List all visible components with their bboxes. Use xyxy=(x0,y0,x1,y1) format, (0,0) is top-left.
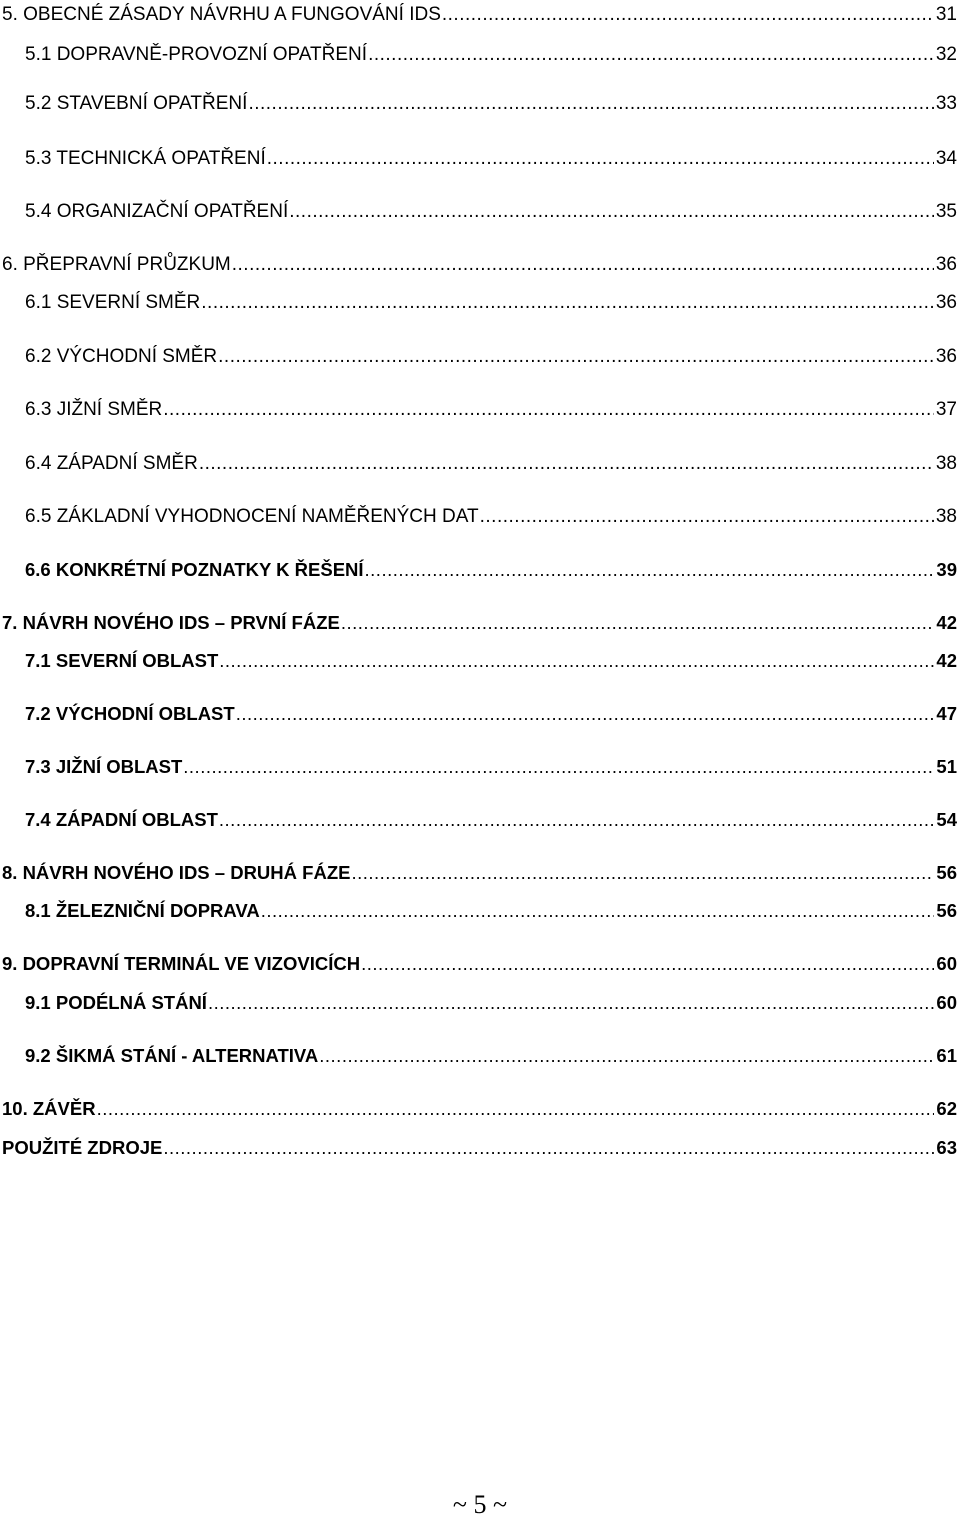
toc-entry-page: 60 xyxy=(936,992,957,1013)
toc-entry-title: 6.6 KONKRÉTNÍ POZNATKY K ŘEŠENÍ xyxy=(25,559,364,580)
toc-leader-dots xyxy=(218,344,934,370)
toc-entry-page: 63 xyxy=(936,1137,957,1158)
toc-leader-dots xyxy=(219,807,935,833)
toc-entry[interactable] xyxy=(0,42,957,68)
toc-leader-dots xyxy=(361,951,934,977)
toc-entry-title: 9. DOPRAVNÍ TERMINÁL VE VIZOVICÍCH xyxy=(2,953,361,974)
toc-entry-page: 61 xyxy=(936,1045,957,1066)
toc-entry[interactable] xyxy=(0,701,957,727)
toc-entry-title: POUŽITÉ ZDROJE xyxy=(2,1137,163,1158)
toc-entry-title: 5.2 STAVEBNÍ OPATŘENÍ xyxy=(25,93,248,114)
toc-entry[interactable] xyxy=(0,557,957,583)
toc-entry[interactable] xyxy=(0,860,957,886)
toc-leader-dots xyxy=(351,860,934,886)
toc-entry[interactable] xyxy=(0,1043,957,1069)
toc-entry-title: 9.2 ŠIKMÁ STÁNÍ - ALTERNATIVA xyxy=(25,1045,319,1066)
toc-entry-page: 36 xyxy=(935,346,957,367)
toc-leader-dots xyxy=(368,42,934,68)
toc-entry-page: 47 xyxy=(936,703,957,724)
toc-entry-page: 32 xyxy=(935,44,957,65)
toc-entry[interactable] xyxy=(0,504,957,530)
toc-leader-dots xyxy=(261,898,935,924)
toc-entry-title: 6. PŘEPRAVNÍ PRŮZKUM xyxy=(2,254,231,275)
toc-entry-page: 56 xyxy=(936,862,957,883)
toc-entry[interactable] xyxy=(0,199,957,225)
toc-entry[interactable] xyxy=(0,610,957,636)
toc-entry[interactable] xyxy=(0,1096,957,1122)
toc-entry-title: 7.4 ZÁPADNÍ OBLAST xyxy=(25,809,218,830)
toc-leader-dots xyxy=(183,754,934,780)
toc-leader-dots xyxy=(163,1135,934,1161)
page-number: ~ 5 ~ xyxy=(452,1490,508,1519)
toc-entry[interactable] xyxy=(0,898,957,924)
toc-leader-dots xyxy=(341,610,935,636)
toc-entry[interactable] xyxy=(0,397,957,423)
toc-leader-dots xyxy=(442,2,934,28)
toc-leader-dots xyxy=(219,648,934,674)
toc-leader-dots xyxy=(199,451,934,477)
toc-entry-title: 10. ZÁVĚR xyxy=(2,1098,96,1119)
toc-entry-page: 56 xyxy=(936,900,957,921)
toc-entry-title: 6.5 ZÁKLADNÍ VYHODNOCENÍ NAMĚŘENÝCH DAT xyxy=(25,506,479,527)
toc-entry-page: 39 xyxy=(936,559,957,580)
toc-entry-page: 38 xyxy=(935,506,957,527)
toc-entry-title: 9.1 PODÉLNÁ STÁNÍ xyxy=(25,992,207,1013)
toc-entry-title: 6.4 ZÁPADNÍ SMĚR xyxy=(25,453,198,474)
toc-entry-page: 60 xyxy=(936,953,957,974)
toc-entry-page: 33 xyxy=(935,93,957,114)
toc-entry[interactable] xyxy=(0,290,957,316)
toc-leader-dots xyxy=(232,252,934,278)
toc-entry-title: 8.1 ŽELEZNIČNÍ DOPRAVA xyxy=(25,900,260,921)
toc-entry[interactable] xyxy=(0,146,957,172)
toc-leader-dots xyxy=(208,990,934,1016)
toc-entry[interactable] xyxy=(0,252,957,278)
toc-leader-dots xyxy=(480,504,934,530)
toc-entry[interactable] xyxy=(0,344,957,370)
toc-leader-dots xyxy=(267,146,934,172)
toc-entry-title: 6.1 SEVERNÍ SMĚR xyxy=(25,292,201,313)
toc-entry-page: 54 xyxy=(936,809,957,830)
toc-entry-title: 7.1 SEVERNÍ OBLAST xyxy=(25,650,219,671)
toc-entry-page: 36 xyxy=(935,292,957,313)
toc-entry[interactable] xyxy=(0,754,957,780)
toc-leader-dots xyxy=(97,1096,935,1122)
toc-leader-dots xyxy=(365,557,935,583)
toc-entry-page: 37 xyxy=(935,399,957,420)
toc-entry[interactable] xyxy=(0,2,957,28)
toc-entry-title: 7.2 VÝCHODNÍ OBLAST xyxy=(25,703,235,724)
toc-entry-title: 6.2 VÝCHODNÍ SMĚR xyxy=(25,346,218,367)
toc-entry-page: 38 xyxy=(935,453,957,474)
toc-entry-page: 36 xyxy=(935,254,957,275)
toc-entry-title: 5.3 TECHNICKÁ OPATŘENÍ xyxy=(25,148,266,169)
toc-leader-dots xyxy=(289,199,934,225)
toc-entry[interactable] xyxy=(0,91,957,117)
toc-entry-page: 31 xyxy=(935,4,957,25)
toc-entry[interactable] xyxy=(0,951,957,977)
toc-entry-page: 42 xyxy=(936,650,957,671)
toc-entry-page: 51 xyxy=(936,756,957,777)
toc-entry-page: 62 xyxy=(936,1098,957,1119)
toc-leader-dots xyxy=(236,701,935,727)
toc-leader-dots xyxy=(163,397,934,423)
toc-entry[interactable] xyxy=(0,1135,957,1161)
toc-entry[interactable] xyxy=(0,807,957,833)
toc-entry-title: 7. NÁVRH NOVÉHO IDS – PRVNÍ FÁZE xyxy=(2,612,340,633)
toc-entry-page: 42 xyxy=(936,612,957,633)
toc-entry-title: 7.3 JIŽNÍ OBLAST xyxy=(25,756,183,777)
toc-entry-title: 8. NÁVRH NOVÉHO IDS – DRUHÁ FÁZE xyxy=(2,862,351,883)
toc-entry[interactable] xyxy=(0,451,957,477)
toc-entry-title: 5.1 DOPRAVNĚ-PROVOZNÍ OPATŘENÍ xyxy=(25,44,368,65)
toc-leader-dots xyxy=(201,290,934,316)
toc-entry-title: 5.4 ORGANIZAČNÍ OPATŘENÍ xyxy=(25,201,289,222)
toc-entry[interactable] xyxy=(0,648,957,674)
toc-entry[interactable] xyxy=(0,990,957,1016)
toc-entry-page: 34 xyxy=(935,148,957,169)
toc-entry-page: 35 xyxy=(935,201,957,222)
toc-entry-title: 5. OBECNÉ ZÁSADY NÁVRHU A FUNGOVÁNÍ IDS xyxy=(2,4,441,25)
toc-entry-title: 6.3 JIŽNÍ SMĚR xyxy=(25,399,163,420)
toc-leader-dots xyxy=(248,91,933,117)
toc-leader-dots xyxy=(319,1043,934,1069)
